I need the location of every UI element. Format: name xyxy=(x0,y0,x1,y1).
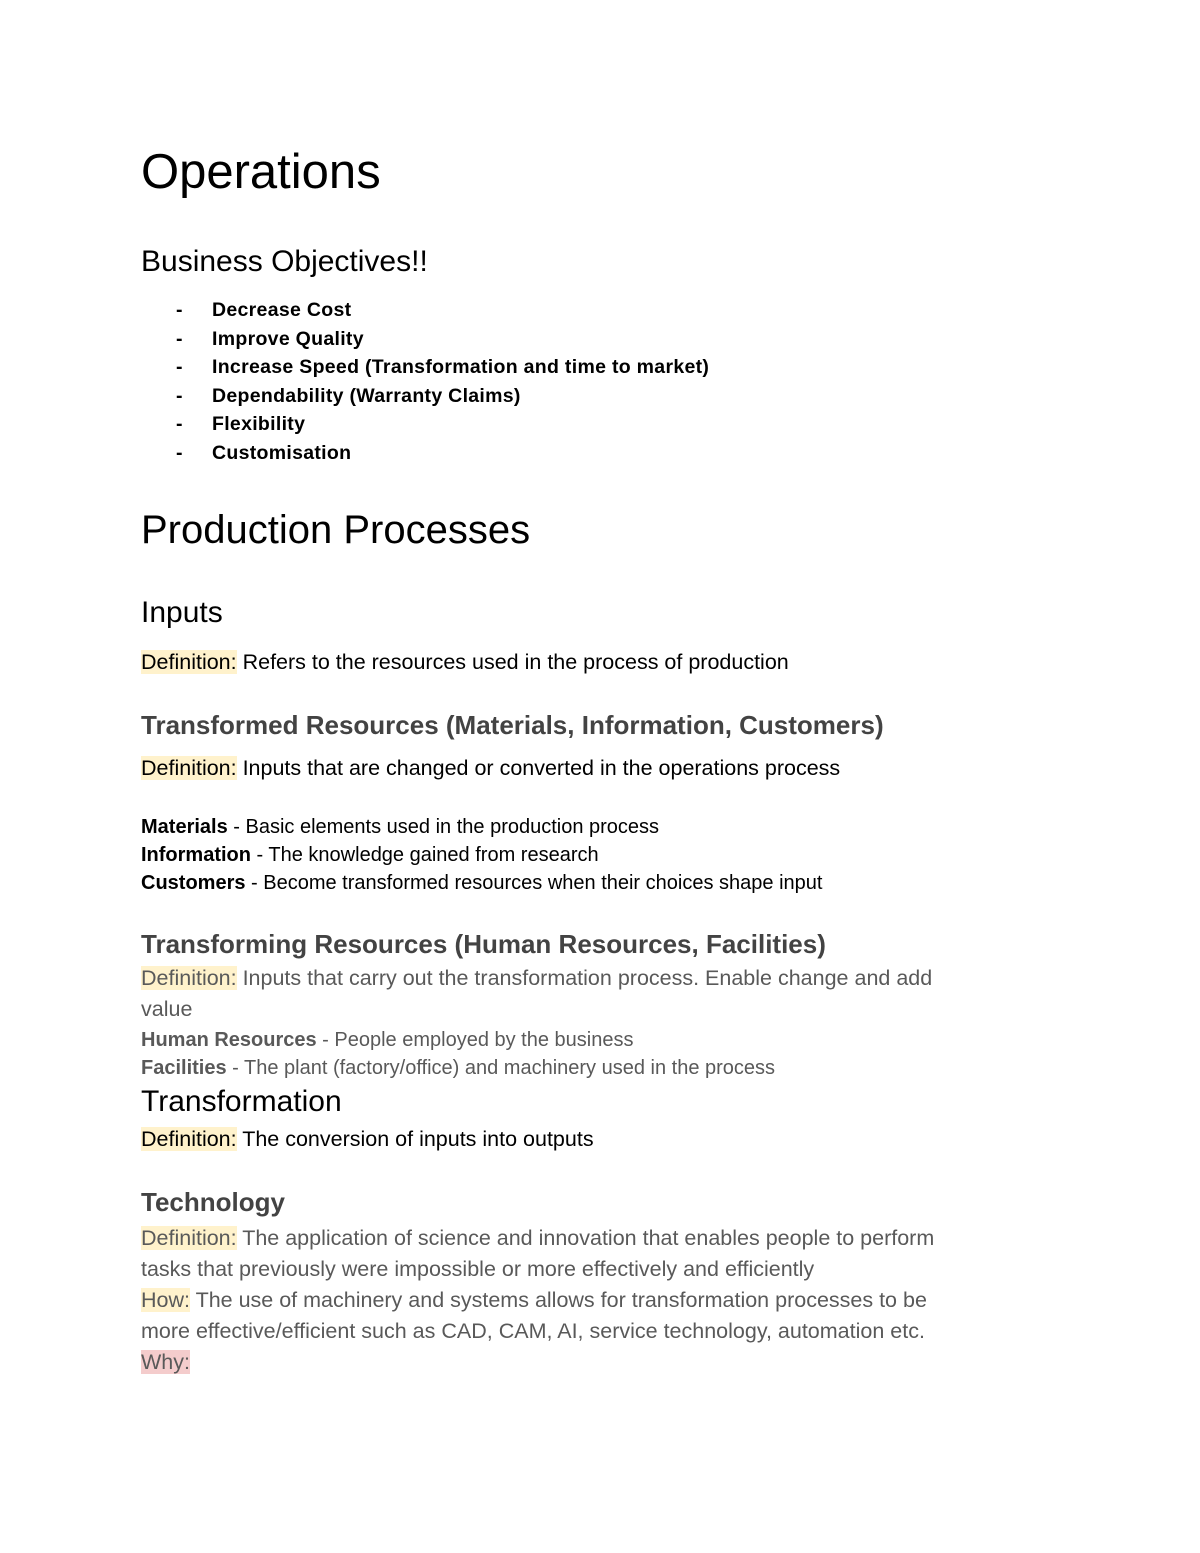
definition-text: Inputs that are changed or converted in the operations process xyxy=(236,756,841,780)
transforming-definition-line1 xyxy=(141,963,932,994)
list-item xyxy=(176,353,709,382)
bullet-dash: - xyxy=(176,413,183,436)
term-desc: - People employed by the business xyxy=(316,1029,634,1051)
term-materials xyxy=(141,813,659,842)
why-label: Why: xyxy=(141,1350,190,1374)
production-processes-heading: Production Processes xyxy=(141,508,531,552)
definition-label: Definition: xyxy=(141,1226,237,1250)
term-customers xyxy=(141,869,822,898)
transforming-definition-line2: value xyxy=(141,997,193,1021)
definition-label: Definition: xyxy=(141,1127,237,1151)
page-title: Operations xyxy=(141,145,381,199)
definition-label: Definition: xyxy=(141,966,237,990)
term-label: Materials xyxy=(141,816,228,838)
bullet-dash: - xyxy=(176,356,183,379)
term-information xyxy=(141,841,599,870)
definition-text: The conversion of inputs into outputs xyxy=(236,1127,594,1151)
term-label: Human Resources xyxy=(141,1029,317,1051)
term-human-resources xyxy=(141,1026,633,1055)
transformation-definition xyxy=(141,1124,594,1155)
definition-label: Definition: xyxy=(141,756,237,780)
term-facilities xyxy=(141,1054,775,1083)
inputs-heading: Inputs xyxy=(141,596,223,629)
list-item xyxy=(176,296,709,325)
transformed-definition xyxy=(141,753,840,784)
bullet-dash: - xyxy=(176,441,183,464)
objective-text: Improve Quality xyxy=(212,327,364,350)
objective-text: Decrease Cost xyxy=(212,299,352,321)
bullet-dash: - xyxy=(176,299,183,321)
technology-definition-line2: tasks that previously were impossible or more effectively and efficiently xyxy=(141,1257,815,1281)
technology-how-line2: more effective/efficient such as CAD, CAM, AI, service technology, automation etc. xyxy=(141,1319,925,1343)
bullet-dash: - xyxy=(176,384,183,407)
definition-label: Definition: xyxy=(141,650,237,674)
list-item xyxy=(176,439,709,468)
list-item xyxy=(176,325,709,354)
term-label: Customers xyxy=(141,872,246,894)
bullet-dash: - xyxy=(176,327,183,350)
term-desc: - The plant (factory/office) and machinery used in the process xyxy=(226,1057,776,1079)
list-item xyxy=(176,382,709,411)
how-text: The use of machinery and systems allows for transformation processes to be xyxy=(189,1288,927,1312)
technology-how-line1 xyxy=(141,1285,927,1316)
term-desc: - Become transformed resources when their choices shape input xyxy=(245,872,823,894)
definition-text: Refers to the resources used in the process of production xyxy=(236,650,789,674)
transformation-heading: Transformation xyxy=(141,1085,342,1118)
objective-text: Customisation xyxy=(212,441,352,464)
inputs-definition xyxy=(141,647,789,678)
how-label: How: xyxy=(141,1288,190,1312)
definition-text: The application of science and innovation that enables people to perform xyxy=(236,1226,935,1250)
transforming-resources-heading: Transforming Resources (Human Resources, Facilities) xyxy=(141,929,826,959)
objective-text: Increase Speed (Transformation and time to market) xyxy=(212,356,710,379)
objective-text: Flexibility xyxy=(212,413,306,436)
business-objectives-heading: Business Objectives!! xyxy=(141,245,428,278)
term-desc: - The knowledge gained from research xyxy=(251,844,599,866)
technology-why xyxy=(141,1347,190,1378)
term-desc: - Basic elements used in the production process xyxy=(227,816,660,838)
term-label: Facilities xyxy=(141,1057,227,1079)
objectives-list xyxy=(176,296,709,468)
technology-heading: Technology xyxy=(141,1187,285,1217)
transformed-resources-heading: Transformed Resources (Materials, Information, Customers) xyxy=(141,710,884,740)
technology-definition-line1 xyxy=(141,1223,934,1254)
term-label: Information xyxy=(141,844,251,866)
objective-text: Dependability (Warranty Claims) xyxy=(212,384,521,407)
definition-text: Inputs that carry out the transformation process. Enable change and add xyxy=(236,966,933,990)
list-item xyxy=(176,410,709,439)
